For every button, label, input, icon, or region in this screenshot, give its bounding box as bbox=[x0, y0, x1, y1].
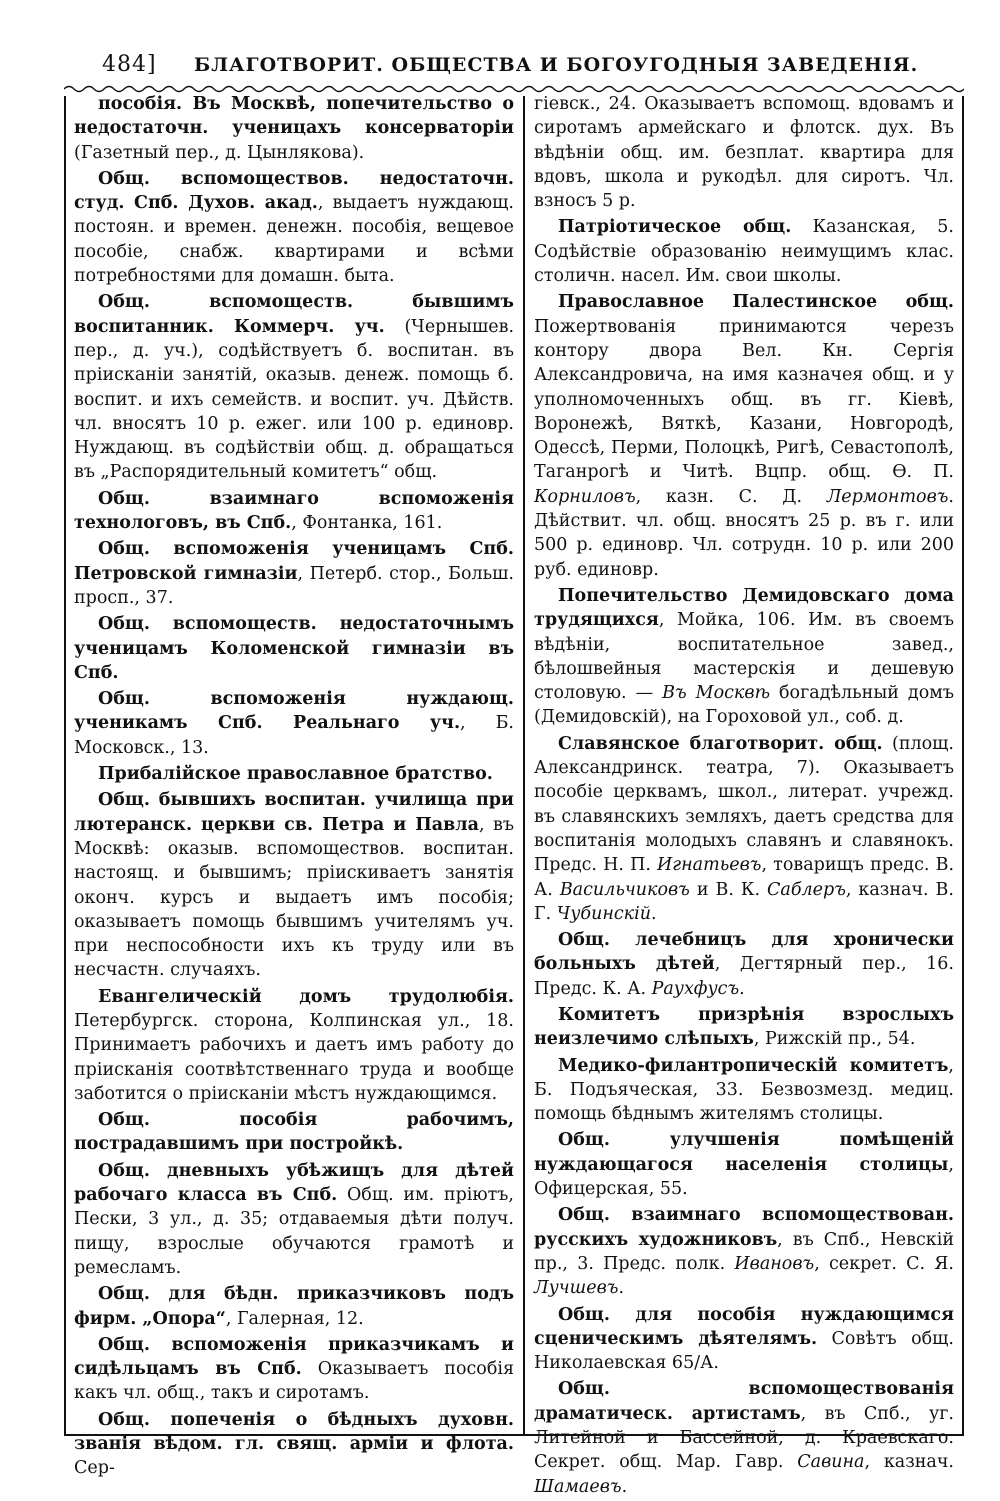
entry-title: Общ. для бѣдн. приказчиковъ подъ фирм. „Опора“ bbox=[74, 1284, 514, 1329]
left-column-entry bbox=[74, 1108, 514, 1157]
person-name: Корниловъ bbox=[534, 486, 636, 507]
entry-text: и В. К. bbox=[689, 879, 767, 900]
entry-title: Прибалійское православное братство. bbox=[98, 764, 493, 785]
left-column-entry bbox=[74, 487, 514, 536]
entry-text: Общ. им. пріютъ, Пески, 3 ул., д. 35; отдаваемыя дѣти получ. пищу, взрослые обучаются грамотѣ и ремесламъ. bbox=[74, 1185, 514, 1278]
entry-title: Общ. дневныхъ убѣжищъ для дѣтей рабочаго класса въ Спб. bbox=[74, 1160, 514, 1206]
entry-text: , выдаетъ нуждающ. постоян. и времен. денежн. пособія, вещевое пособіе, снабж. квартирами и всѣми потребностями для домашн. быта. bbox=[74, 193, 514, 287]
person-name: Чубинскій bbox=[556, 903, 651, 924]
left-column-entry bbox=[74, 788, 514, 982]
right-column-entry bbox=[534, 1203, 954, 1300]
right-column-entry bbox=[534, 1054, 954, 1127]
entry-title: Общ. взаимнаго вспоможенія технологовъ, въ Спб. bbox=[74, 488, 514, 534]
entry-text: , въ Москвѣ: оказыв. вспомоществов. воспитан. настоящ. и бывшимъ; пріискиваетъ занятія оконч. курсъ и выдаетъ имъ пособія; оказываетъ помощь бывшимъ учителямъ уч. при неспособности ихъ къ труду или въ несчастн. случаяхъ. bbox=[74, 814, 514, 981]
entry-text: богадѣльный домъ (Демидовскій), на Гороховой ул., соб. д. bbox=[534, 683, 954, 728]
entry-title: Общ. вспоможенія нуждающ. ученикамъ Спб. Реальнаго уч. bbox=[74, 689, 514, 734]
entry-text: , секрет. С. Я. bbox=[814, 1253, 954, 1274]
left-column-entry bbox=[74, 985, 514, 1106]
entry-title: Общ. вспомоществ. недостаточнымъ ученицамъ Коломенской гимназіи въ Спб. bbox=[74, 614, 514, 683]
entry-title: Медико-филантропическій комитетъ bbox=[558, 1055, 949, 1076]
page-header bbox=[64, 50, 964, 82]
left-column-entry bbox=[74, 687, 514, 760]
left-column bbox=[74, 92, 514, 1483]
right-column-entry bbox=[534, 1303, 954, 1376]
entry-text: (Чернышев. пер., д. уч.), содѣйствуетъ б. воспитан. въ пріисканіи занятій, оказыв. денеж. помощь б. воспит. и ихъ семейств. и воспит. уч. Дѣйств. чл. вносятъ 10 р. ежег. или 100 р. единовр. Нуждающ. въ содѣйствіи общ. д. обращаться въ „Распорядительный комитетъ“ общ. bbox=[74, 316, 515, 483]
right-column-entry bbox=[534, 290, 954, 582]
entry-text: , въ Спб., Невскій пр., 3. Предс. полк. bbox=[534, 1229, 954, 1274]
entry-title: Евангелическій домъ трудолюбія. bbox=[98, 986, 514, 1007]
entry-text: Совѣтъ общ. Николаевская 65/А. bbox=[534, 1328, 954, 1374]
entry-text: , казн. С. Д. bbox=[635, 486, 827, 507]
entry-title: Общ. вспоможенія приказчикамъ и сидѣльцамъ въ Спб. bbox=[74, 1334, 514, 1380]
left-column-entry bbox=[74, 1282, 514, 1331]
left-column-entry bbox=[74, 1333, 514, 1406]
entry-title: Общ. взаимнаго вспомоществован. русскихъ художниковъ bbox=[534, 1205, 954, 1250]
entry-text: , Б. Московск., 13. bbox=[74, 713, 514, 758]
frame-right-border bbox=[962, 96, 964, 1436]
entry-title: Общ. вспомоществов. недостаточн. студ. Спб. Духов. акад. bbox=[74, 168, 514, 214]
person-name: Ивановъ bbox=[734, 1253, 815, 1274]
left-column-entry bbox=[74, 167, 514, 288]
left-column-entry bbox=[74, 612, 514, 685]
right-column-entry bbox=[534, 1003, 954, 1052]
entry-text: , Мойка, 106. Им. въ своемъ вѣдѣніи, воспитательное завед., бѣлошвейныя мастерскія и дешевую столовую. — bbox=[534, 610, 954, 704]
right-column-entry bbox=[534, 92, 954, 213]
left-column-entry bbox=[74, 92, 514, 165]
page-number: 484] bbox=[102, 52, 157, 77]
person-name: Игнатьевъ bbox=[657, 855, 762, 876]
entry-text: (Газетный пер., д. Цынлякова). bbox=[74, 142, 365, 163]
entry-text: гіевск., 24. Оказываетъ вспомощ. вдовамъ и сиротамъ армейскаго и флотск. дух. Въ вѣдѣніи общ. им. безплат. квартира для вдовъ, школа и рукодѣл. для сиротъ. Чл. взносъ 5 р. bbox=[534, 94, 954, 212]
entry-text: , товарищъ предс. В. А. bbox=[534, 855, 955, 900]
right-column-entry bbox=[534, 1377, 954, 1498]
entry-text: , Б. Подъяческая, 33. Безвозмезд. медиц. помощь бѣднымъ жителямъ столицы. bbox=[534, 1055, 954, 1125]
entry-title: пособія. Въ Москвѣ, попечительство о недостаточн. ученицахъ консерваторіи bbox=[74, 94, 514, 139]
left-column-entry bbox=[74, 762, 514, 786]
entry-title: Православное Палестинское общ. bbox=[558, 292, 954, 313]
person-name: Шамаевъ bbox=[534, 1476, 622, 1497]
entry-text: Казанская, 5. Содѣйствіе образованію неимущимъ клас. столичн. насел. Им. свои школы. bbox=[534, 217, 954, 287]
person-name: Саблеръ bbox=[767, 879, 846, 900]
entry-text: (площ. Александринск. театра, 7). Оказываетъ пособіе церквамъ, школ., литерат. учрежд. въ славянскихъ земляхъ, даетъ средства для воспитанія молодыхъ славянъ и славянокъ. Предс. Н. П. bbox=[534, 733, 954, 876]
entry-text: . Дѣйствит. чл. общ. вносятъ 25 р. въ г. или 500 р. единовр. Чл. сотрудн. 10 р. или 200 руб. единовр. bbox=[534, 486, 954, 580]
entry-title: Общ. лечебницъ для хронически больныхъ дѣтей bbox=[534, 930, 954, 975]
entry-text: , Галерная, 12. bbox=[225, 1308, 364, 1329]
entry-title: Попечительство Демидовскаго дома трудящихся bbox=[534, 585, 954, 631]
right-column-entry bbox=[534, 215, 954, 288]
left-column-entry bbox=[74, 290, 514, 484]
left-column-entry bbox=[74, 1159, 514, 1280]
entry-text: , Дегтярный пер., 16. Предс. К. А. bbox=[534, 954, 954, 999]
person-name: Въ Москвѣ bbox=[662, 683, 771, 704]
entry-text: , въ Спб., уг. Литейной и Бассейной, д. Краевскаго. Секрет. общ. Мар. Гавр. bbox=[534, 1403, 954, 1473]
column-divider bbox=[523, 96, 525, 1436]
entry-text: Сер- bbox=[74, 1458, 115, 1479]
person-name: Савина bbox=[797, 1452, 865, 1473]
entry-title: Общ. бывшихъ воспитан. училища при лютеранск. церкви св. Петра и Павла bbox=[74, 790, 514, 835]
person-name: Васильчиковъ bbox=[559, 879, 690, 900]
entry-text: . bbox=[618, 1278, 625, 1299]
entry-text: . bbox=[739, 978, 745, 999]
entry-text: Петербургск. сторона, Колпинская ул., 18. Принимаетъ рабочихъ и даетъ имъ работу до пріисканія соотвѣтственнаго труда и вообще заботится о пріисканіи мѣстъ нуждающимся. bbox=[74, 1010, 514, 1104]
right-column-entry bbox=[534, 584, 954, 730]
entry-text: , Офицерская, 55. bbox=[534, 1154, 954, 1200]
entry-text: , Рижскій пр., 54. bbox=[753, 1029, 916, 1050]
entry-text: Оказываетъ пособія какъ чл. общ., такъ и сиротамъ. bbox=[74, 1359, 514, 1404]
entry-text: . bbox=[651, 903, 657, 924]
person-name: Лермонтовъ bbox=[826, 486, 949, 507]
entry-title: Общ. вспомоществованія драматическ. артистамъ bbox=[534, 1379, 954, 1424]
entry-title: Патріотическое общ. bbox=[558, 217, 792, 238]
entry-title: Общ. улучшенія помѣщеній нуждающагося населенія столицы bbox=[534, 1130, 954, 1175]
entry-title: Славянское благотворит. общ. bbox=[558, 733, 883, 754]
entry-text: , казнач. В. Г. bbox=[534, 879, 954, 924]
left-column-entry bbox=[74, 537, 514, 610]
entry-text: , Фонтанка, 161. bbox=[291, 513, 443, 534]
person-name: Лучшевъ bbox=[534, 1278, 619, 1299]
right-column-entry bbox=[534, 928, 954, 1001]
person-name: Раухфусъ bbox=[651, 978, 740, 999]
entry-title: Комитетъ призрѣнія взрослыхъ неизлечимо слѣпыхъ bbox=[534, 1004, 954, 1050]
entry-text: . bbox=[621, 1476, 628, 1497]
entry-title: Общ. вспоможенія ученицамъ Спб. Петровской гимназіи bbox=[74, 539, 514, 584]
running-head: БЛАГОТВОРИТ. ОБЩЕСТВА И БОГОУГОДНЫЯ ЗАВЕДЕНІЯ. bbox=[194, 54, 919, 76]
entry-title: Общ. для пособія нуждающимся сценическимъ дѣятелямъ. bbox=[534, 1304, 954, 1349]
left-column-entry bbox=[74, 1408, 514, 1481]
right-column-entry bbox=[534, 1128, 954, 1201]
right-column-entry bbox=[534, 732, 954, 926]
frame-left-border bbox=[64, 96, 66, 1436]
entry-text: Пожертвованія принимаются черезъ контору двора Вел. Кн. Сергія Александровича, на имя казначея общ. и у уполномоченныхъ общ. въ гг. Кіевѣ, Воронежѣ, Вяткѣ, Казани, Новгородѣ, Одессѣ, Перми, Полоцкѣ, Ригѣ, Севастополѣ, Таганрогѣ и Читѣ. Вцпр. общ. Ѳ. П. bbox=[534, 316, 954, 483]
entry-text: , Петерб. стор., Больш. просп., 37. bbox=[74, 563, 514, 608]
entry-text: , казнач. bbox=[864, 1452, 954, 1473]
entry-title: Общ. пособія рабочимъ, пострадавшимъ при постройкѣ. bbox=[74, 1110, 514, 1155]
entry-title: Общ. вспомоществ. бывшимъ воспитанник. Коммерч. уч. bbox=[74, 292, 514, 337]
right-column bbox=[534, 92, 954, 1501]
entry-title: Общ. попеченія о бѣдныхъ духовн. званія вѣдом. гл. свящ. арміи и флота. bbox=[74, 1409, 514, 1455]
